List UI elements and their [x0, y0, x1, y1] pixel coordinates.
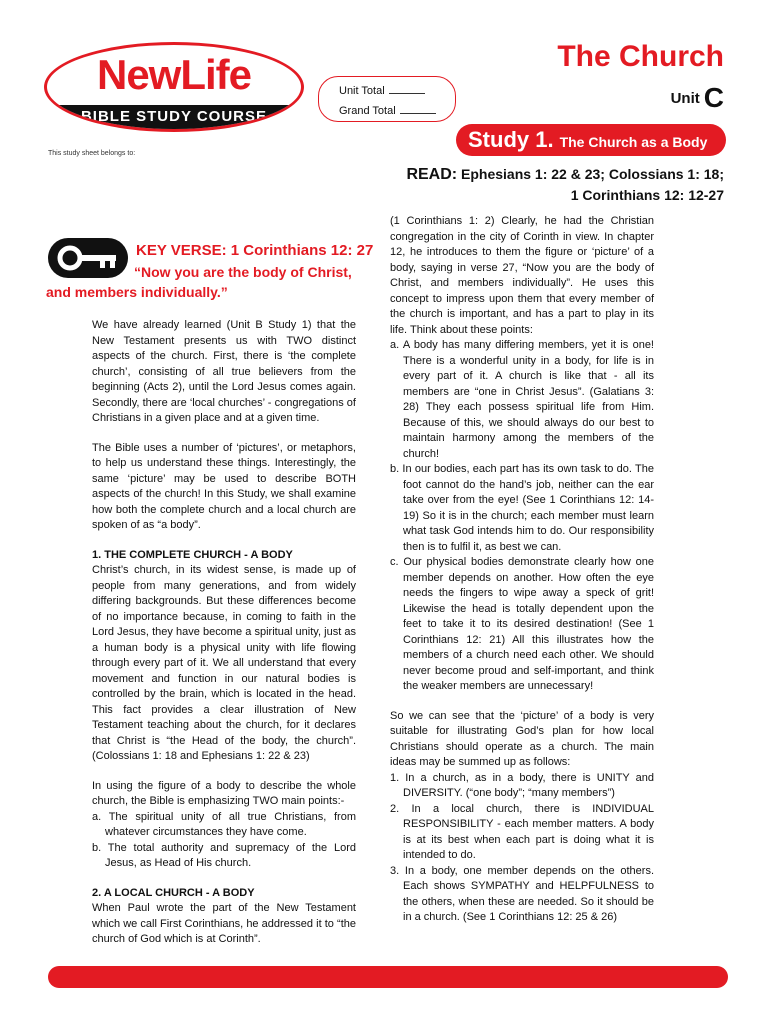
page-title: The Church — [557, 40, 724, 73]
list-item: c. Our physical bodies demonstrate clearly how one member depends on another. How often the eye needs the fingers to wipe away a speck of grit! Likewise the head is totally dependent upon the feet to take it to its desired destination! (See 1 Corinthians 12: 21) All this illustrates how the members of a church need each other. We should never become proud and self-important, and think the weaker members are unnecessary! — [390, 556, 654, 692]
list-item: b. The total authority and supremacy of the Lord Jesus, as Head of His church. — [92, 841, 356, 869]
key-verse-line-2: and members individually.” — [46, 284, 228, 300]
newlife-logo — [44, 42, 304, 132]
read-label: READ: — [406, 166, 458, 183]
study-name: The Church as a Body — [559, 134, 708, 150]
list-item: 3. In a body, one member depends on the others. Each shows SYMPATHY and HELPFULNESS to the others, when these are needed. So it should be in a church. (See 1 Corinthians 12: 25 & 26) — [390, 864, 654, 923]
list-item: b. In our bodies, each part has its own task to do. The foot cannot do the hand’s job, neither can the ear take over from the eye! (See 1 Corinthians 12: 14-19) So it is in the church; each member must learn what task God intends him to do. Our responsibility then is to fulfil it, as best we can. — [390, 463, 654, 553]
list-item: a. The spiritual unity of all true Christians, from whatever circumstances they have come. — [92, 810, 356, 838]
grand-total-label: Grand Total — [339, 105, 396, 117]
unit-total-label: Unit Total — [339, 85, 385, 97]
paragraph: So we can see that the ‘picture’ of a body is very suitable for illustrating God’s plan for how local Christians should operate as a church. The main ideas may be summed up as follows: — [390, 709, 654, 768]
read-references — [344, 164, 724, 205]
list-item: 2. In a local church, there is INDIVIDUAL RESPONSIBILITY - each member matters. A body is at its best when each part is doing what it is intended to do. — [390, 802, 654, 861]
key-verse-line-1: “Now you are the body of Christ, — [134, 264, 352, 280]
totals-box — [318, 76, 456, 122]
right-column — [390, 214, 654, 926]
study-number: Study 1. — [468, 127, 554, 152]
read-line-2: 1 Corinthians 12: 12-27 — [570, 187, 724, 203]
paragraph: (1 Corinthians 1: 2) Clearly, he had the Christian congregation in the city of Corinth in view. In chapter 12, he introduces to them the figure or ‘picture’ of a body, saying in verse 27, “Now you are the body of Christ, and members individually”. He uses this concept to impress upon them that every member of the church is important, and has a part to play in its life. Think about these points: — [390, 215, 654, 336]
list-item: 1. In a church, as in a body, there is UNITY and DIVERSITY. (“one body”; “many members”) — [390, 771, 654, 799]
read-line-1: Ephesians 1: 22 & 23; Colossians 1: 18; — [461, 166, 724, 182]
logo-band: BIBLE STUDY COURSE — [47, 105, 301, 129]
study-banner — [456, 124, 726, 156]
paragraph: In using the figure of a body to describe the whole church, the Bible is emphasizing TWO main points:- — [92, 779, 356, 807]
paragraph: When Paul wrote the part of the New Testament which we call First Corinthians, he addressed it to “the church of God which is at Corinth”. — [92, 902, 356, 945]
key-icon — [48, 238, 128, 278]
point-list — [390, 338, 654, 695]
section-heading: 2. A LOCAL CHURCH - A BODY — [92, 886, 255, 899]
belongs-to-label: This study sheet belongs to: — [48, 150, 136, 157]
key-verse-heading: KEY VERSE: 1 Corinthians 12: 27 — [136, 242, 374, 259]
section-heading: 1. THE COMPLETE CHURCH - A BODY — [92, 548, 293, 561]
logo-name: NewLife — [96, 51, 252, 98]
list-item: a. A body has many differing members, yet it is one! There is a wonderful unity in a body, for life is in every part of it. A church is like that - all its members are “one in Christ Jesus”. (Galatians 3: 28) They each possess spiritual life from Him. Because of this, we should always do our best to maintain harmony among the members of the church! — [390, 339, 654, 460]
summary-list — [390, 771, 654, 926]
grand-total-field[interactable] — [400, 103, 436, 114]
unit-total-field[interactable] — [389, 83, 425, 94]
unit-label: Unit C — [670, 82, 724, 113]
paragraph: We have already learned (Unit B Study 1) that the New Testament presents us with TWO distinct aspects of the church. First, there is ‘the complete church’, consisting of all true believers from the beginning (Acts 2), until the Lord Jesus comes again. Secondly, there are ‘local churches’ - congregations of Christians in a given place and at a given time. — [92, 319, 356, 424]
bottom-bar — [48, 966, 728, 988]
paragraph: The Bible uses a number of ‘pictures’, or metaphors, to help us understand these things. Interestingly, the same ‘picture’ may be used to describe BOTH aspects of the church! In this Study, we shall examine how both the complete church and a local church are spoken of as “a body”. — [92, 441, 356, 531]
paragraph: Christ’s church, in its widest sense, is made up of people from many generations, and from widely differing backgrounds. But these differences become of no importance because, in coming to faith in the Lord Jesus, they have become a spiritual unity, just as a human body is a physical unity with life flowing through every part of it. We all understand that every movement and function in our natural bodies is controlled by the brain, which is located in the head. This fact provides a clear illustration of New Testament teaching about the church, for it declares that Christ is “the Head of the body, the church”. (Colossians 1: 18 and Ephesians 1: 22 & 23) — [92, 564, 356, 762]
point-list — [92, 810, 356, 872]
left-column — [92, 318, 356, 962]
